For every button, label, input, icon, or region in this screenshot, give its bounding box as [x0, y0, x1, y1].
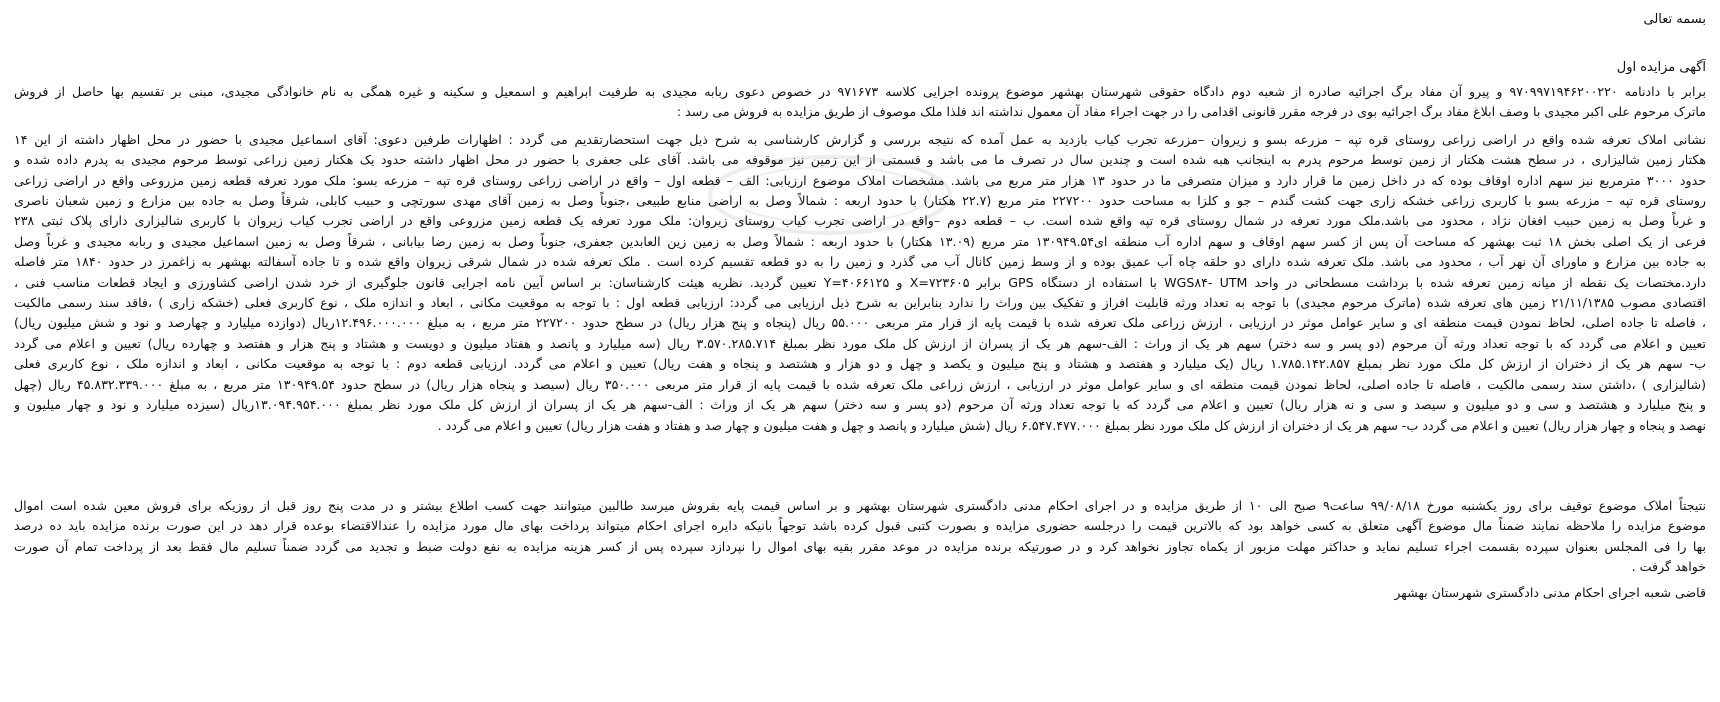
paragraph-auction-conditions: [14, 496, 1706, 578]
paragraph-line: ماترک مرحوم علی اکبر مجیدی با وصف ابلاغ مفاد برگ اجرائیه بوی در فرجه مقرر قانونی اقدامی را در جهت اجراء مفاد آن معمول نداشته اند فلذا ملک موصوف از طریق مزایده به فروش می رسد :: [676, 104, 1706, 120]
paragraph-line: فرعی از یک اصلی بخش ۱۸ ثبت بهشهر که مساحت آن پس از کسر سهم اوقاف و سهم اداره آب منطقه ای۱۳۰۹۴۹.۵۴ متر مربع (۱۳.۰۹ هکتار) با حدود اربعه : شمالاً وصل به زمین زین العابدین جعفری، جنوباً وصل به زمین رضا بیابانی ، شرقاً وصل به زمین اسماعیل مجیدی و ربابه مجیدی و غرباً وصل: [14, 233, 1706, 249]
paragraph-line: ، فاصله تا جاده اصلی، لحاظ نمودن قیمت منطقه ای و سایر عوامل موثر در ارزیابی ، ارزش زراعی ملک تعرفه شده با قیمت پایه از قرار متر مربعی ۵۵.۰۰۰ ریال (پنجاه و پنج هزار ریال) در سطح حدود ۲۲۷۲۰۰ متر مربع ، به مبلغ ۱۲.۴۹۶.۰۰۰.۰۰۰ریال (دوازده میلیارد و چهارصد و نود و شش میلیون ریال): [14, 315, 1706, 331]
paragraph-line: حدود ۳۰۰۰ مترمربع نیز سهم اداره اوقاف بوده که در داخل زمین ما قرار دارد و میزان متصرفی ما در حدود ۱۳ هزار متر مربع می باشد. مشخصات املاک موضوع ارزیابی: الف – قطعه اول – واقع در اراضی زراعی روستای قره تپه – مزرعه بسو: ملک مورد تعرفه قطعه زمین مزروعی واقع در اراضی زراعی: [14, 172, 1706, 188]
paragraph-line: نهصد و پنجاه و چهار هزار ریال) تعیین و اعلام می گردد ب- سهم هر یک از دختران از ارزش کل ملک مورد نظر بمبلغ ۶.۵۴۷.۴۷۷.۰۰۰ ریال (شش میلیارد و پانصد و چهل و هفت میلیون و چهار صد و هفتاد و هفت هزار ریال) تعیین و اعلام می گردد .: [437, 417, 1706, 433]
paragraph-line: بها را فی المجلس بعنوان سپرده بقسمت اجراء تسلیم نماید و حداکثر مهلت مزبور از یکماه تجاوز نخواهد کرد و در صورتیکه برنده مزایده در موعد مقرر بقیه بهای اموال را نپردازد سپرده پس از کسر هزینه مزایده به نفع دولت ضبط و تجدید می گردد ضمناً تسلیم مال فقط بعد از پرداخت تمام آن صورت: [14, 538, 1706, 554]
paragraph-line: و پنج میلیارد و هشتصد و سی و دو میلیون و سیصد و سی و نه هزار ریال) تعیین و اعلام می گردد که با توجه تعداد ورثه آن مرحوم (دو پسر و سه دختر) سهم هر یک از وراث : الف-سهم هر یک از پسران از ارزش کل ملک مورد نظر بمبلغ ۱۳.۰۹۴.۹۵۴.۰۰۰ریال (سیزده میلیارد و نود و چهار میلیون و: [14, 397, 1706, 413]
paragraph-introduction: [14, 82, 1706, 123]
paragraph-line: ب- سهم هر یک از دختران از ارزش کل ملک مورد نظر بمبلغ ۱.۷۸۵.۱۴۲.۸۵۷ ریال (یک میلیارد و هفتصد و هشتاد و پنج میلیون و یکصد و چهل و دو هزار و هشتصد و پنجاه و هفت ریال) تعیین و اعلام می گردد. ارزیابی قطعه دوم : با توجه به موقعیت مکانی ، ابعاد و اندازه ملک ، نوع کاربری فعلی: [14, 356, 1706, 372]
signature-line: قاضی شعبه اجرای احکام مدنی دادگستری شهرستان بهشهر: [1394, 584, 1706, 600]
paragraph-line: دارد.مختصات یک نقطه از میانه زمین تعرفه شده با برداشت مسطحاتی در واحد WGS۸۴- UTM با استفاده از دستگاه GPS برابر X=۷۲۳۶۰۵ و Y=۴۰۶۶۱۲۵ تعیین گردید. نظریه هیئت کارشناسان: بر اساس آیین نامه اجرایی قانون جلوگیری از خرد شدن اراضی کشاورزی و ایجاد قطعات مناسب فنی ،: [14, 274, 1706, 290]
paragraph-line: روستای قره تپه – مزرعه بسو با کاربری زراعی خشکه زاری جهت کشت گندم – جو و کلزا به مساحت حدود ۲۲۷۲۰۰ متر مربع (۲۲.۷ هکتار) با حدود اربعه : شمالاً وصل به اراضی منابع طبیعی ،جنوباً وصل به زمین آقای مهدی سورتچی و حبیب کابلی، شرقاً وصل به جاده بین مزارع و زمین شعبان ناصری: [14, 193, 1706, 209]
paragraph-line: تعیین و اعلام می گردد که با توجه تعداد ورثه آن مرحوم (دو پسر و سه دختر) سهم هر یک از وراث : الف-سهم هر یک از پسران از ارزش کل ملک مورد نظر بمبلغ ۳.۵۷۰.۲۸۵.۷۱۴ ریال (سه میلیارد و پانصد و هفتاد میلیون و دویست و هشتاد و پنج هزار و هفتصد و چهارده ریال) تعیین و اعلام می گردد: [14, 335, 1706, 351]
paragraph-line: خواهد گرفت .: [1631, 559, 1706, 575]
paragraph-property-details: [14, 130, 1706, 436]
paragraph-line: برابر با دادنامه ۹۷۰۹۹۷۱۹۴۶۲۰۰۲۲۰ و پیرو آن مفاد برگ اجرائیه صادره از شعبه دوم دادگاه حقوقی شهرستان بهشهر موضوع پرونده اجرایی کلاسه ۹۷۱۶۷۳ در خصوص دعوی ربابه مجیدی به طرفیت ابراهیم و اسمعیل و سکینه و غیره همگی به نام خانوادگی مجیدی، مبنی بر تقسیم بها حاصل از فروش: [14, 84, 1706, 99]
paragraph-line: و غرباً وصل به زمین حبیب افغان نژاد ، محدود می باشد.ملک مورد تعرفه در شمال روستای قره تپه واقع شده است. ب – قطعه دوم –واقع در اراضی تجرب کیاب روستای زیروان: ملک مورد تعرفه یک قطعه زمین مزروعی واقع در اراضی تجرب کیاب زیروان با کاربری شالیزاری دارای پلاک ثبتی ۲۳۸: [14, 213, 1706, 229]
notice-title: آگهی مزایده اول: [1616, 60, 1706, 75]
paragraph-line: نشانی املاک تعرفه شده واقع در اراضی زراعی روستای قره تپه – مزرعه بسو و زیروان –مزرعه تجرب کیاب بازدید به عمل آمده که نتیجه بررسی و گزارش کارشناسی به شرح ذیل جهت استحضارتقدیم می گردد : اظهارات طرفین دعوی: آقای اسماعیل مجیدی با حضور در محل اظهار داشته از این ۱۴: [14, 131, 1706, 147]
paragraph-line: (شالیزاری ) ،داشتن سند رسمی مالکیت ، فاصله تا جاده اصلی، لحاظ نمودن قیمت منطقه ای و سایر عوامل موثر در ارزیابی ، ارزش زراعی ملک تعرفه شده با قیمت پایه از قرار متر مربعی ۳۵۰.۰۰۰ ریال (سیصد و پنجاه هزار ریال) در سطح حدود ۱۳۰۹۴۹.۵۴ متر مربع ، به مبلغ ۴۵.۸۳۲.۳۳۹.۰۰۰ ریال (چهل: [14, 376, 1706, 392]
paragraph-line: به جاده بین مزارع و ماورای آن نهر آب ، محدود می باشد. ملک تعرفه شده دارای دو حلقه چاه آب عمیق بوده و از وسط زمین کانال آب می گذرد و زمین را به دو قطعه تقسیم کرده است . ملک تعرفه شده در شمال شرقی زیروان واقع شده و تا جاده آسفالته بهشهر به زاغمرز در حدود ۱۸۴۰ متر فاصله: [14, 254, 1706, 270]
paragraph-line: اقتصادی مصوب ۲۱/۱۱/۱۳۸۵ زمین های تعرفه شده (ماترک مرحوم مجیدی) با توجه به تعداد ورثه قابلیت افراز و تفکیک بین وراث را ندارد بنابراین به شرح ذیل ارزیابی می گردد: ارزیابی قطعه اول : با توجه به موقعیت مکانی ، ابعاد و اندازه ملک ، نوع کاربری فعلی (خشکه زاری ) ،فاقد سند رسمی مالکیت: [14, 295, 1706, 311]
basmala: بسمه تعالی: [1643, 12, 1706, 27]
paragraph-line: موضوع مزایده را ملاحظه نمایند ضمناً مال موضوع آگهی متعلق به کسی خواهد بود که بالاترین قیمت را درجلسه حضوری مزایده و بصورت کتبی قبول کرده باشد توجهاً بانیکه دایره اجرای احکام میتواند پرداخت بهای مال مورد مزایده را عندالاقتضاء بوعده قرار دهد در این صورت برنده مزایده باید ده درصد: [14, 518, 1706, 534]
paragraph-line: نتیجتاً املاک موضوع توقیف برای روز یکشنبه مورخ ۹۹/۰۸/۱۸ ساعت۹ صبح الی ۱۰ از طریق مزایده و در اجرای احکام مدنی دادگستری شهرستان بهشهر و بر اساس قیمت پایه بفروش میرسد طالبین میتوانند جهت کسب اطلاع بیشتر و در مدت پنج روز قبل از روزیکه برای فروش معین شده است اموال: [14, 497, 1706, 513]
paragraph-line: هکتار زمین شالیزاری ، در سطح هشت هکتار از زمین توسط مرحوم پدرم به اینجانب هبه شده است و چندین سال در تصرف ما می باشد و قسمتی از این زمین نیز موقوفه می باشد. آقای علی جعفری با حضور در محل اظهار داشته حدود یک هکتار زمین زراعی توسط مرحوم مجیدی به پدرم داده شده و: [14, 152, 1706, 168]
